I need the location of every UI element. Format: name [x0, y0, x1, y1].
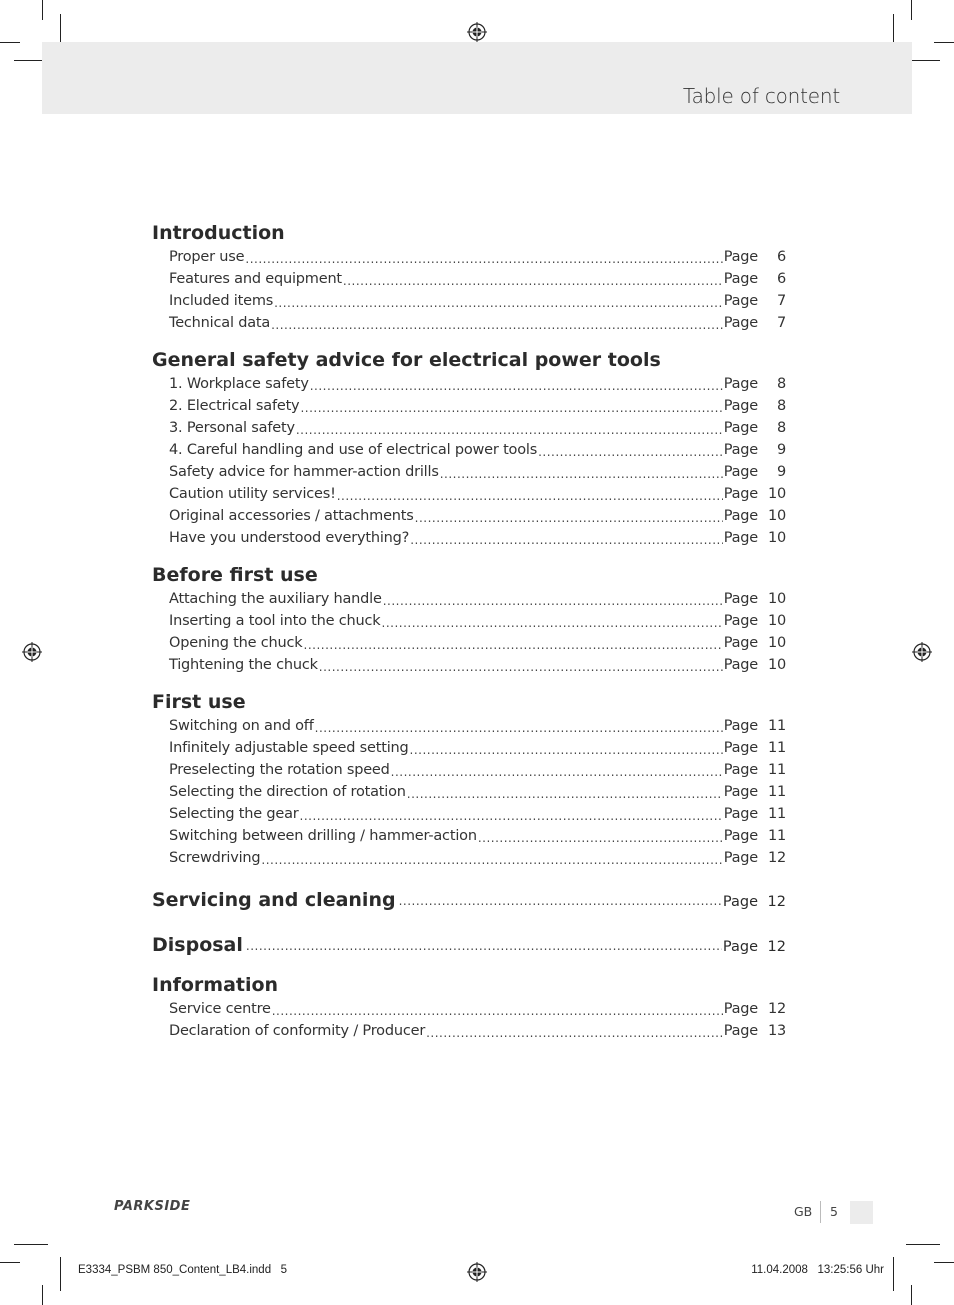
toc-entry[interactable]	[152, 268, 786, 290]
crop-mark	[911, 1285, 912, 1305]
entry-label: Infinitely adjustable speed setting	[169, 740, 409, 756]
page-number: 6	[776, 249, 786, 265]
page-word: Page	[723, 784, 758, 800]
leader-dots	[391, 763, 723, 781]
language-code: GB	[794, 1204, 813, 1219]
page-word: Page	[722, 939, 758, 955]
toc-section-information	[152, 972, 786, 1042]
toc-entry[interactable]	[152, 417, 786, 439]
entry-label: 4. Careful handling and use of electrical power tools	[169, 442, 538, 458]
leader-dots	[382, 614, 723, 632]
crop-mark	[14, 1244, 48, 1245]
toc-entry[interactable]	[152, 588, 786, 610]
leader-dots	[538, 443, 723, 461]
entry-label: Preselecting the rotation speed	[169, 762, 390, 778]
leader-dots	[337, 487, 723, 505]
toc-entry[interactable]	[152, 847, 786, 869]
page-number-footer: 5	[830, 1204, 838, 1219]
crop-mark	[893, 1257, 894, 1291]
page-word: Page	[723, 718, 758, 734]
section-title: Servicing and cleaning	[152, 889, 396, 911]
page-number: 11	[767, 718, 786, 734]
toc-entry[interactable]	[152, 373, 786, 395]
page-number: 10	[767, 635, 786, 651]
entry-label: Caution utility services!	[169, 486, 336, 502]
toc-entry[interactable]	[152, 312, 786, 334]
leader-dots	[300, 807, 723, 825]
toc-section-before-first-use	[152, 562, 786, 676]
registration-mark-icon	[467, 1262, 487, 1282]
leader-dots	[319, 658, 723, 676]
page-word: Page	[723, 613, 758, 629]
page-word: Page	[722, 894, 758, 910]
toc-entry[interactable]	[152, 737, 786, 759]
toc-entry[interactable]	[152, 246, 786, 268]
footer-divider	[820, 1201, 821, 1223]
entry-label: Features and equipment	[169, 271, 342, 287]
entry-label: 2. Electrical safety	[169, 398, 300, 414]
page-number: 10	[767, 486, 786, 502]
toc-entry[interactable]	[152, 825, 786, 847]
page-word: Page	[723, 508, 758, 524]
leader-dots	[272, 1002, 723, 1020]
table-of-contents	[152, 220, 786, 1055]
toc-entry[interactable]	[152, 998, 786, 1020]
page-number: 12	[767, 894, 786, 910]
toc-entry[interactable]	[152, 654, 786, 676]
crop-mark	[934, 42, 954, 43]
toc-entry[interactable]	[152, 781, 786, 803]
entry-label: Attaching the auxiliary handle	[169, 591, 382, 607]
page-word: Page	[723, 486, 758, 502]
toc-entry[interactable]	[152, 803, 786, 825]
crop-mark	[906, 1244, 940, 1245]
page-word: Page	[723, 762, 758, 778]
page-title: Table of content	[682, 84, 840, 108]
toc-entry[interactable]	[152, 759, 786, 781]
crop-mark	[42, 0, 43, 20]
page-number: 7	[776, 315, 786, 331]
leader-dots	[246, 937, 722, 955]
toc-entry[interactable]	[152, 715, 786, 737]
page-number: 13	[767, 1023, 786, 1039]
page-number: 10	[767, 613, 786, 629]
leader-dots	[343, 272, 723, 290]
crop-mark	[60, 1257, 61, 1291]
entry-label: Tightening the chuck	[169, 657, 318, 673]
entry-label: 1. Workplace safety	[169, 376, 309, 392]
print-slug-timestamp: 11.04.2008 13:25:56 Uhr	[751, 1264, 884, 1276]
section-title: General safety advice for electrical power tools	[152, 349, 661, 371]
page-number: 10	[767, 508, 786, 524]
page-number: 11	[767, 762, 786, 778]
page-word: Page	[723, 591, 758, 607]
page-number: 6	[776, 271, 786, 287]
section-title: Introduction	[152, 222, 285, 244]
entry-label: Included items	[169, 293, 274, 309]
page-word: Page	[723, 850, 758, 866]
page-word: Page	[723, 635, 758, 651]
registration-mark-icon	[912, 642, 932, 662]
leader-dots	[478, 829, 723, 847]
leader-dots	[410, 531, 723, 549]
page-word: Page	[723, 271, 758, 287]
entry-label: Safety advice for hammer-action drills	[169, 464, 439, 480]
toc-entry[interactable]	[152, 483, 786, 505]
entry-label: Original accessories / attachments	[169, 508, 414, 524]
page-number: 8	[776, 398, 786, 414]
page-word: Page	[723, 806, 758, 822]
leader-dots	[296, 421, 723, 439]
footer-tab	[850, 1201, 873, 1224]
toc-section-disposal[interactable]	[152, 930, 786, 958]
page-number: 10	[767, 530, 786, 546]
page-word: Page	[723, 657, 758, 673]
leader-dots	[440, 465, 723, 483]
entry-label: Service centre	[169, 1001, 271, 1017]
section-title: First use	[152, 691, 246, 713]
crop-mark	[0, 42, 20, 43]
print-slug-file: E3334_PSBM 850_Content_LB4.indd 5	[78, 1264, 288, 1276]
page-number: 9	[776, 442, 786, 458]
entry-label: Selecting the direction of rotation	[169, 784, 406, 800]
entry-label: Opening the chuck	[169, 635, 303, 651]
leader-dots	[304, 636, 723, 654]
entry-label: Switching on and off	[169, 718, 314, 734]
entry-label: 3. Personal safety	[169, 420, 295, 436]
leader-dots	[415, 509, 723, 527]
registration-mark-icon	[467, 22, 487, 42]
leader-dots	[300, 399, 722, 417]
page-number: 8	[776, 376, 786, 392]
crop-mark	[0, 1262, 20, 1263]
leader-dots	[426, 1024, 723, 1042]
page-number: 12	[767, 939, 786, 955]
page-number: 10	[767, 591, 786, 607]
page-word: Page	[723, 315, 758, 331]
entry-label: Declaration of conformity / Producer	[169, 1023, 426, 1039]
entry-label: Screwdriving	[169, 850, 261, 866]
leader-dots	[407, 785, 723, 803]
leader-dots	[271, 316, 723, 334]
section-title: Disposal	[152, 934, 243, 956]
toc-entry[interactable]	[152, 439, 786, 461]
crop-mark	[934, 1262, 954, 1263]
entry-label: Technical data	[169, 315, 271, 331]
section-title: Before first use	[152, 564, 318, 586]
page-number: 10	[767, 657, 786, 673]
leader-dots	[274, 294, 723, 312]
page-number: 12	[767, 1001, 786, 1017]
toc-entry[interactable]	[152, 1020, 786, 1042]
page-word: Page	[723, 249, 758, 265]
page-number: 7	[776, 293, 786, 309]
toc-entry[interactable]	[152, 632, 786, 654]
leader-dots	[383, 592, 723, 610]
entry-label: Have you understood everything?	[169, 530, 410, 546]
page-number: 11	[767, 828, 786, 844]
leader-dots	[315, 719, 723, 737]
leader-dots	[399, 892, 722, 910]
toc-section-first-use	[152, 689, 786, 869]
page-word: Page	[723, 530, 758, 546]
page-word: Page	[723, 376, 758, 392]
page-word: Page	[723, 740, 758, 756]
toc-entry[interactable]	[152, 505, 786, 527]
section-title: Information	[152, 974, 279, 996]
entry-label: Proper use	[169, 249, 245, 265]
page-word: Page	[723, 442, 758, 458]
registration-mark-icon	[22, 642, 42, 662]
toc-section-introduction	[152, 220, 786, 334]
leader-dots	[310, 377, 723, 395]
brand-logo: PARKSIDE	[114, 1199, 191, 1214]
toc-entry[interactable]	[152, 461, 786, 483]
leader-dots	[410, 741, 723, 759]
page-number: 11	[767, 740, 786, 756]
page-number: 11	[767, 784, 786, 800]
entry-label: Selecting the gear	[169, 806, 299, 822]
toc-entry[interactable]	[152, 610, 786, 632]
toc-section-general-safety	[152, 347, 786, 549]
page-number: 8	[776, 420, 786, 436]
page-word: Page	[723, 293, 758, 309]
entry-label: Inserting a tool into the chuck	[169, 613, 381, 629]
toc-entry[interactable]	[152, 290, 786, 312]
entry-label: Switching between drilling / hammer-action	[169, 828, 477, 844]
toc-section-servicing[interactable]	[152, 885, 786, 913]
page-word: Page	[723, 828, 758, 844]
crop-mark	[911, 0, 912, 20]
leader-dots	[245, 250, 722, 268]
toc-entry[interactable]	[152, 527, 786, 549]
crop-mark	[42, 1285, 43, 1305]
page-word: Page	[723, 464, 758, 480]
toc-entry[interactable]	[152, 395, 786, 417]
page-word: Page	[723, 420, 758, 436]
page-word: Page	[723, 1023, 758, 1039]
page-word: Page	[723, 398, 758, 414]
page-number: 11	[767, 806, 786, 822]
leader-dots	[261, 851, 722, 869]
page-word: Page	[723, 1001, 758, 1017]
page-number: 12	[767, 850, 786, 866]
page-number: 9	[776, 464, 786, 480]
